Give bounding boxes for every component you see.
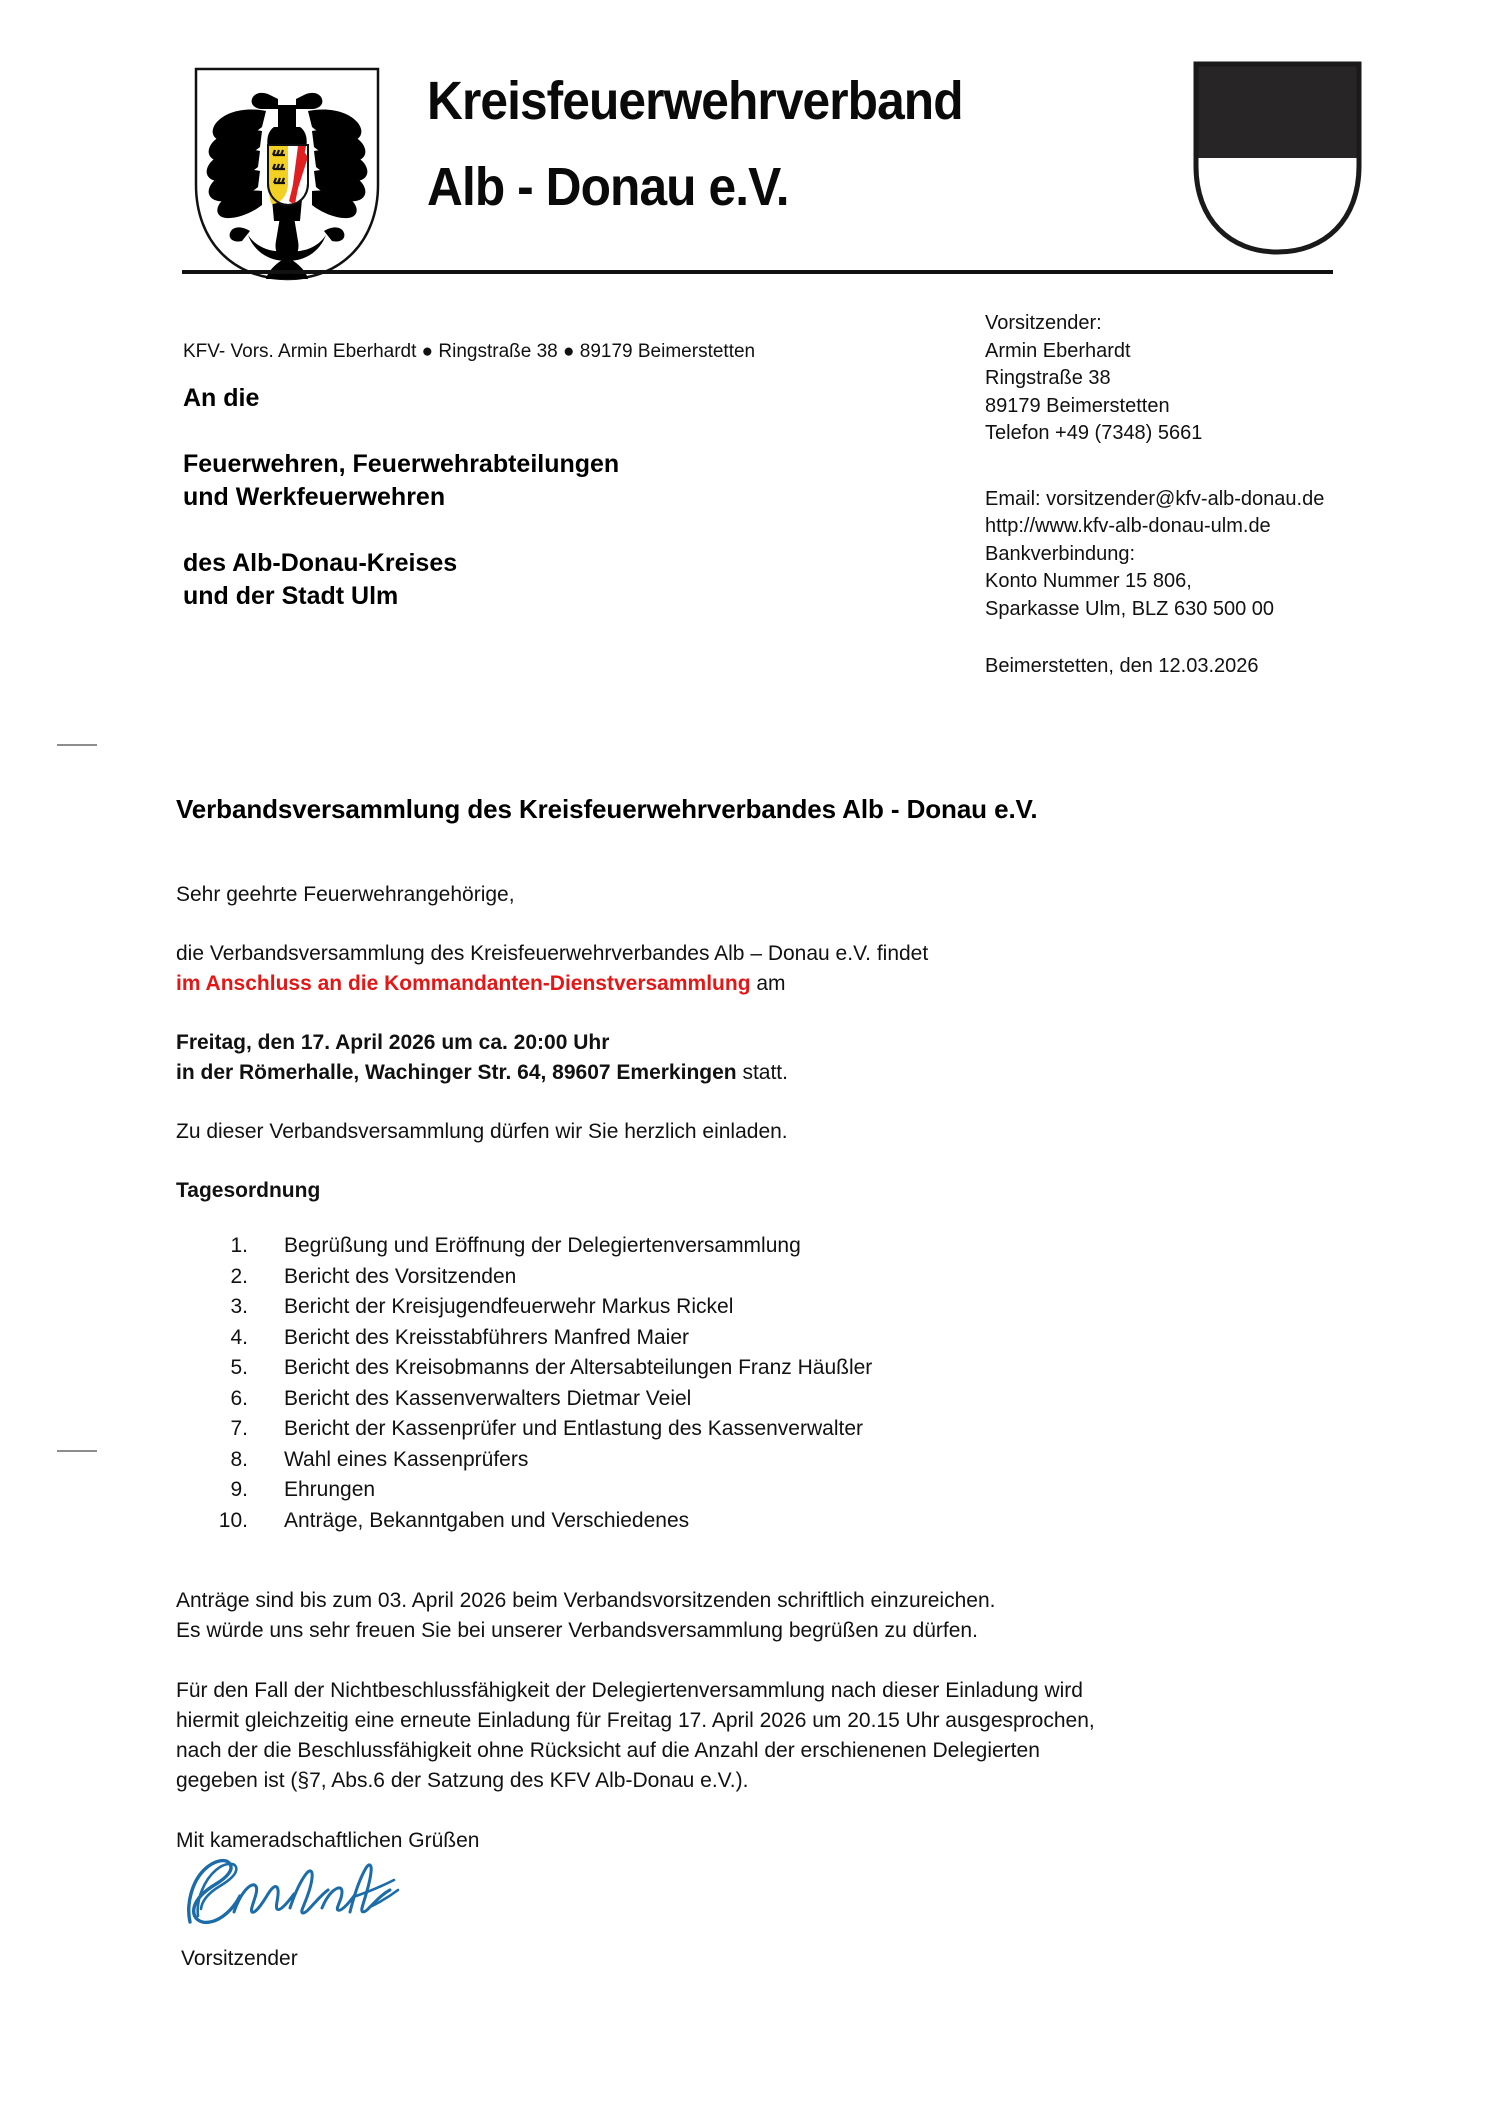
agenda-list — [176, 1231, 1276, 1536]
agenda-item-label: Wahl eines Kassenprüfers — [284, 1447, 529, 1471]
recipient-line-3: und Werkfeuerwehren — [183, 483, 446, 511]
fold-mark-lower — [57, 1450, 97, 1452]
agenda-item-number: 8. — [230, 1447, 248, 1471]
agenda-item — [176, 1506, 1276, 1537]
signature-role: Vorsitzender — [181, 1947, 298, 1970]
recipient-address-block — [183, 382, 823, 613]
agenda-item-label: Anträge, Bekanntgaben und Verschiedenes — [284, 1508, 690, 1532]
alb-donau-kreis-coat-of-arms-icon — [192, 65, 382, 283]
contact-bank-name: Sparkasse Ulm, BLZ 630 500 00 — [985, 597, 1275, 620]
place-and-date: Beimerstetten, den 12.03.2026 — [985, 655, 1259, 677]
agenda-item — [176, 1292, 1276, 1323]
agenda-item-number: 2. — [230, 1264, 248, 1288]
recipient-line-4: des Alb-Donau-Kreises — [183, 549, 458, 577]
salutation: Sehr geehrte Feuerwehrangehörige, — [176, 883, 515, 906]
recipient-spacer-1 — [183, 415, 823, 448]
event-location-bold: in der Römerhalle, Wachinger Str. 64, 89607 Emerkingen — [176, 1061, 737, 1084]
agenda-item-label: Bericht des Kreisobmanns der Altersabteilungen Franz Häußler — [284, 1356, 873, 1379]
org-title-line-2: Alb - Donau e.V. — [427, 157, 789, 217]
quorum-line-4: gegeben ist (§7, Abs.6 der Satzung des KFV Alb-Donau e.V.). — [176, 1769, 749, 1792]
agenda-item-number: 9. — [230, 1478, 248, 1501]
motions-line-1: Anträge sind bis zum 03. April 2026 beim Verbandsvorsitzenden schriftlich einzureichen. — [176, 1589, 996, 1612]
closing-greeting: Mit kameradschaftlichen Grüßen — [176, 1829, 480, 1852]
intro-highlight: im Anschluss an die Kommandanten-Dienstversammlung — [176, 972, 751, 995]
contact-bank-account: Konto Nummer 15 806, — [985, 570, 1192, 592]
agenda-item-label: Bericht der Kassenprüfer und Entlastung des Kassenverwalter — [284, 1417, 863, 1440]
agenda-item — [176, 1231, 1276, 1262]
return-address-line: KFV- Vors. Armin Eberhardt ● Ringstraße 38 ● 89179 Beimerstetten — [183, 341, 756, 362]
contact-role: Vorsitzender: — [985, 312, 1102, 334]
letterhead-divider — [182, 270, 1333, 274]
closing-section — [176, 1586, 1366, 1856]
recipient-line-1: An die — [183, 384, 260, 412]
contact-street: Ringstraße 38 — [985, 367, 1111, 389]
agenda-item-number: 6. — [230, 1386, 248, 1410]
agenda-heading: Tagesordnung — [176, 1179, 321, 1202]
contact-website: http://www.kfv-alb-donau-ulm.de — [985, 515, 1271, 537]
recipient-line-2: Feuerwehren, Feuerwehrabteilungen — [183, 450, 620, 478]
contact-spacer-1 — [985, 448, 1405, 486]
quorum-line-2: hiermit gleichzeitig eine erneute Einladung für Freitag 17. April 2026 um 20.15 Uhr ausgesprochen, — [176, 1709, 1095, 1732]
contact-city: 89179 Beimerstetten — [985, 394, 1170, 417]
agenda-item-label: Bericht des Vorsitzenden — [284, 1264, 517, 1288]
quorum-line-3: nach der die Beschlussfähigkeit ohne Rücksicht auf die Anzahl der erschienenen Delegierten — [176, 1739, 1040, 1762]
agenda-item-number: 10. — [218, 1508, 248, 1532]
contact-email: Email: vorsitzender@kfv-alb-donau.de — [985, 487, 1325, 510]
agenda-item — [176, 1445, 1276, 1476]
contact-name: Armin Eberhardt — [985, 339, 1131, 362]
document-title: Verbandsversammlung des Kreisfeuerwehrverbandes Alb - Donau e.V. — [176, 794, 1038, 824]
agenda-item-label: Bericht der Kreisjugendfeuerwehr Markus Rickel — [284, 1295, 734, 1318]
invitation-line: Zu dieser Verbandsversammlung dürfen wir Sie herzlich einladen. — [176, 1120, 788, 1143]
intro-line-2 — [176, 969, 1356, 999]
agenda-item-number: 3. — [230, 1295, 248, 1318]
letterhead — [182, 48, 1333, 258]
fold-mark-upper — [57, 744, 97, 746]
agenda-item — [176, 1384, 1276, 1415]
event-datetime: Freitag, den 17. April 2026 um ca. 20:00 Uhr — [176, 1031, 610, 1054]
agenda-item — [176, 1475, 1276, 1506]
signature-image — [182, 1852, 412, 1930]
agenda-item-number: 7. — [230, 1417, 248, 1440]
ulm-coat-of-arms-icon — [1190, 58, 1365, 258]
agenda-item-label: Bericht des Kreisstabführers Manfred Maier — [284, 1325, 689, 1349]
organization-title — [427, 58, 1167, 230]
document-body — [176, 880, 1356, 1206]
intro-highlight-tail: am — [750, 972, 786, 995]
agenda-item-number: 1. — [230, 1234, 248, 1257]
agenda-item-label: Bericht des Kassenverwalters Dietmar Veiel — [284, 1386, 692, 1410]
quorum-line-1: Für den Fall der Nichtbeschlussfähigkeit der Delegiertenversammlung nach dieser Einladung wird — [176, 1679, 1083, 1702]
event-location — [176, 1058, 1356, 1088]
agenda-item-label: Begrüßung und Eröffnung der Delegiertenversammlung — [284, 1234, 801, 1257]
agenda-item — [176, 1323, 1276, 1354]
motions-line-2: Es würde uns sehr freuen Sie bei unserer Verbandsversammlung begrüßen zu dürfen. — [176, 1619, 978, 1642]
org-title-line-1: Kreisfeuerwehrverband — [427, 71, 963, 131]
recipient-line-5: und der Stadt Ulm — [183, 582, 399, 610]
agenda-item-number: 5. — [230, 1356, 248, 1379]
intro-line-1: die Verbandsversammlung des Kreisfeuerwehrverbandes Alb – Donau e.V. findet — [176, 942, 929, 965]
event-location-tail: statt. — [736, 1061, 788, 1084]
contact-bank-label: Bankverbindung: — [985, 542, 1136, 565]
agenda-item — [176, 1414, 1276, 1445]
agenda-item — [176, 1353, 1276, 1384]
recipient-spacer-2 — [183, 514, 823, 547]
agenda-item-number: 4. — [230, 1325, 248, 1349]
agenda-item — [176, 1262, 1276, 1293]
contact-block — [985, 310, 1405, 681]
contact-phone: Telefon +49 (7348) 5661 — [985, 422, 1203, 444]
agenda-item-label: Ehrungen — [284, 1478, 376, 1501]
contact-spacer-2 — [985, 623, 1405, 653]
